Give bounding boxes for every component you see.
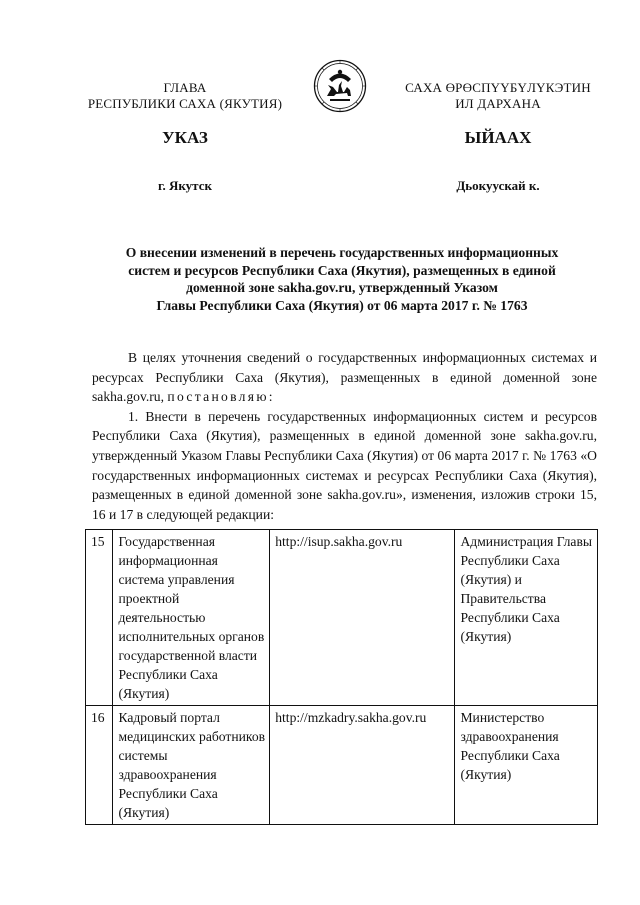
document-title <box>92 244 592 314</box>
row-number: 16 <box>86 706 113 825</box>
system-url: http://isup.sakha.gov.ru <box>270 530 455 706</box>
preamble-text: В целях уточнения сведений о государственных информационных системах и ресурсах Республики Саха (Якутия), размещенных в единой доменной зоне sakha.gov.ru, <box>92 350 597 405</box>
title-line-4: Главы Республики Саха (Якутия) от 06 марта 2017 г. № 1763 <box>156 297 528 313</box>
system-name: Государственная информационная система управления проектной деятельностью исполнительных органов государственной власти Республики Саха (Якутия) <box>113 530 270 706</box>
city-left: г. Якутск <box>158 178 212 193</box>
table-row <box>86 706 598 825</box>
document-body <box>92 348 597 524</box>
doc-type-left: УКАЗ <box>162 128 208 147</box>
header-left-line2: РЕСПУБЛИКИ САХА (ЯКУТИЯ) <box>87 96 283 111</box>
decree-word: постановляю <box>167 389 269 405</box>
title-line-3: доменной зоне sakha.gov.ru, утвержденный Указом <box>186 280 498 296</box>
operator-org: Министерство здравоохранения Республики Саха (Якутия) <box>455 706 598 825</box>
operator-org: Администрация Главы Республики Саха (Якутия) и Правительства Республики Саха (Якутия) <box>455 530 598 706</box>
title-line-1: О внесении изменений в перечень государственных информационных <box>125 245 559 260</box>
system-url: http://mzkadry.sakha.gov.ru <box>270 706 455 825</box>
paragraph-item-1: 1. Внести в перечень государственных информационных систем и ресурсов Республики Саха (Якутия), размещенных в единой доменной зоне sakha.gov.ru, утвержденный Указом Главы Республики Саха (Якутия) от 06 марта 2017 г. № 1763 «О государственных информационных системах и ресурсах Республики Саха (Якутия), размещенных в единой доменной зоне sakha.gov.ru», изменения, изложив строки 15, 16 и 17 в следующей редакции: <box>92 408 597 522</box>
coat-of-arms-emblem <box>313 59 367 113</box>
header-right-line1: САХА ӨРӨСПҮҮБҮЛҮКЭТИН <box>405 80 591 95</box>
resources-table <box>85 529 598 825</box>
system-name: Кадровый портал медицинских работников системы здравоохранения Республики Саха (Якутия) <box>113 706 270 825</box>
row-number: 15 <box>86 530 113 706</box>
header-left-line1: ГЛАВА <box>163 80 207 95</box>
table-row <box>86 530 598 706</box>
header-left <box>60 80 310 112</box>
doc-type-right: ЫЙААХ <box>464 128 532 147</box>
title-line-2: систем и ресурсов Республики Саха (Якутия), размещенных в единой <box>128 262 556 278</box>
preamble-end: : <box>268 389 273 405</box>
city-right: Дьокуускай к. <box>456 178 540 193</box>
header-right-line2: ИЛ ДАРХАНА <box>455 96 541 111</box>
paragraph-preamble <box>92 348 597 407</box>
header-right <box>378 80 618 112</box>
